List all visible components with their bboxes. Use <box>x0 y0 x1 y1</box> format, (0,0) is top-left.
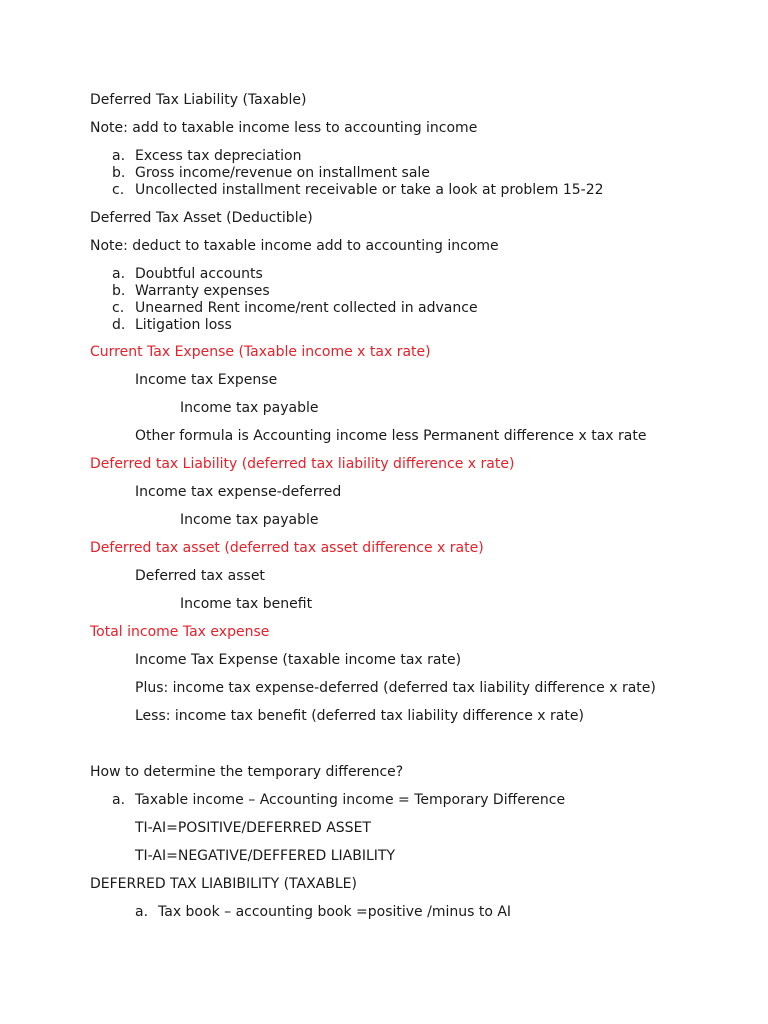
list-item <box>112 300 478 317</box>
list-item <box>112 182 604 199</box>
dta-heading: Deferred Tax Asset (Deductible) <box>90 210 313 226</box>
current-tax-debit: Income tax Expense <box>135 372 278 388</box>
list-item-text: Excess tax depreciation <box>135 148 302 164</box>
current-tax-other-formula: Other formula is Accounting income less Permanent difference x tax rate <box>135 428 647 444</box>
dtl-note: Note: add to taxable income less to accounting income <box>90 120 478 136</box>
list-item-text: Warranty expenses <box>135 283 270 299</box>
list-marker: a. <box>112 266 126 282</box>
dta-list <box>112 266 478 334</box>
temporary-item <box>112 792 565 809</box>
deferred-asset-heading: Deferred tax asset (deferred tax asset difference x rate) <box>90 540 484 556</box>
list-item-text: Tax book – accounting book =positive /minus to AI <box>158 904 512 920</box>
total-expense-line: Income Tax Expense (taxable income tax rate) <box>135 652 462 668</box>
dtl-heading: Deferred Tax Liability (Taxable) <box>90 92 307 108</box>
list-item-text: Unearned Rent income/rent collected in advance <box>135 300 478 316</box>
total-expense-line: Plus: income tax expense-deferred (deferred tax liability difference x rate) <box>135 680 656 696</box>
list-marker: d. <box>112 317 126 333</box>
final-heading: DEFERRED TAX LIABIBILITY (TAXABLE) <box>90 876 357 892</box>
deferred-asset-debit: Deferred tax asset <box>135 568 265 584</box>
current-tax-heading: Current Tax Expense (Taxable income x tax rate) <box>90 344 431 360</box>
list-marker: b. <box>112 165 126 181</box>
list-marker: b. <box>112 283 126 299</box>
deferred-liability-debit: Income tax expense-deferred <box>135 484 342 500</box>
list-item-text: Gross income/revenue on installment sale <box>135 165 430 181</box>
temporary-negative: TI-AI=NEGATIVE/DEFFERED LIABILITY <box>135 848 395 864</box>
list-marker: a. <box>112 792 126 808</box>
total-expense-line: Less: income tax benefit (deferred tax liability difference x rate) <box>135 708 584 724</box>
list-item <box>112 266 478 283</box>
dta-note: Note: deduct to taxable income add to accounting income <box>90 238 499 254</box>
temporary-question: How to determine the temporary difference? <box>90 764 404 780</box>
deferred-liability-heading: Deferred tax Liability (deferred tax liability difference x rate) <box>90 456 515 472</box>
list-item-text: Doubtful accounts <box>135 266 263 282</box>
temporary-positive: TI-AI=POSITIVE/DEFERRED ASSET <box>135 820 371 836</box>
list-item <box>112 148 604 165</box>
list-item <box>112 317 478 334</box>
list-marker: a. <box>135 904 149 920</box>
list-item <box>112 165 604 182</box>
list-marker: a. <box>112 148 126 164</box>
deferred-asset-credit: Income tax benefit <box>180 596 313 612</box>
list-item <box>112 283 478 300</box>
list-item-text: Litigation loss <box>135 317 232 333</box>
list-item-text: Uncollected installment receivable or take a look at problem 15-22 <box>135 182 604 198</box>
list-marker: c. <box>112 300 125 316</box>
final-item <box>135 904 511 921</box>
dtl-list <box>112 148 604 199</box>
total-expense-heading: Total income Tax expense <box>90 624 270 640</box>
list-item-text: Taxable income – Accounting income = Temporary Difference <box>135 792 566 808</box>
deferred-liability-credit: Income tax payable <box>180 512 319 528</box>
list-marker: c. <box>112 182 125 198</box>
current-tax-credit: Income tax payable <box>180 400 319 416</box>
